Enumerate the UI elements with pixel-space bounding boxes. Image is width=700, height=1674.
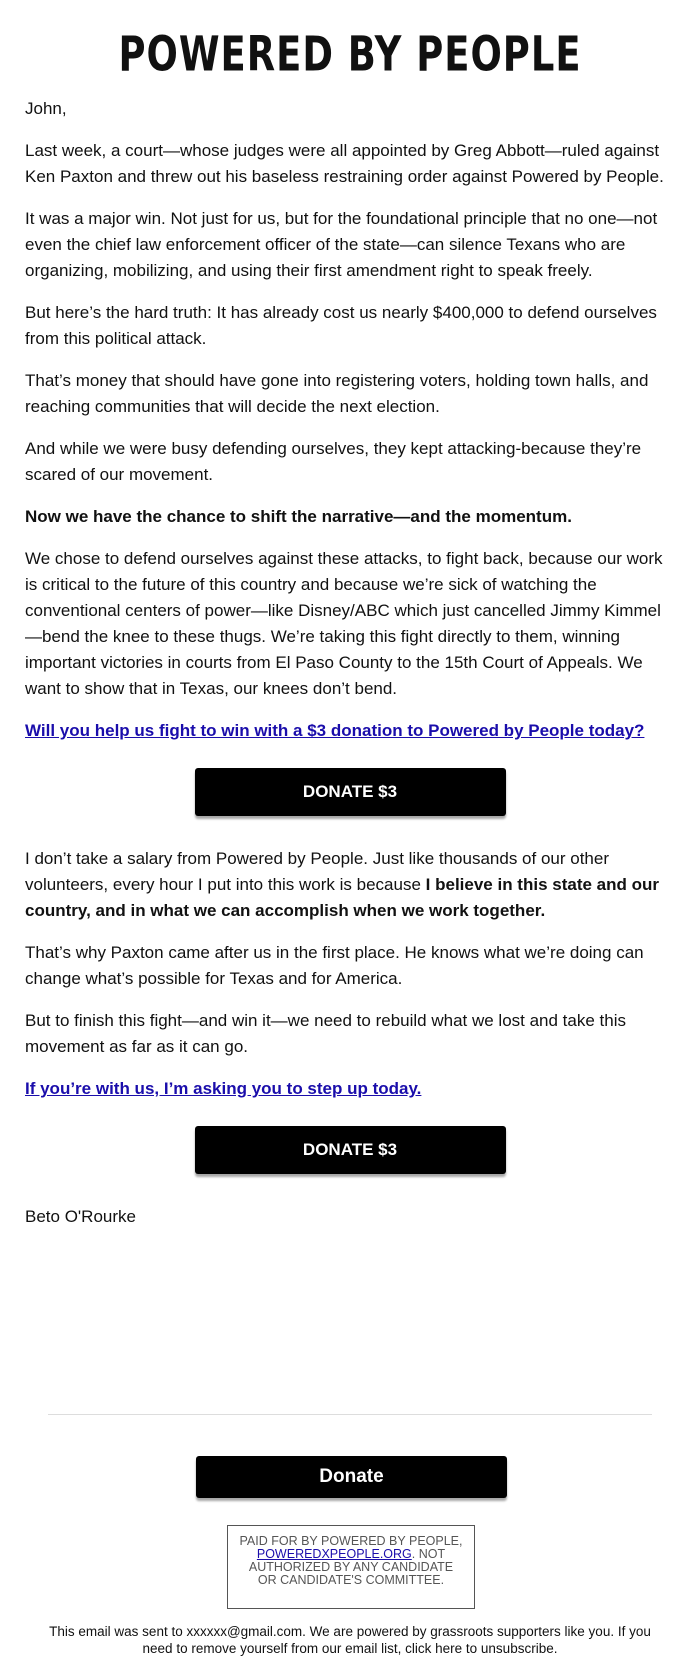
paragraph-court-ruling: Last week, a court—whose judges were all appointed by Greg Abbott—ruled against Ken Paxton and threw out his baseless restraining order against Powered by People. (25, 141, 664, 186)
paragraph-defend: We chose to defend ourselves against these attacks, to fight back, because our work is critical to the future of this country and because we’re sick of watching the conventional centers of power—like Disney/ABC which just cancelled Jimmy Kimmel—bend the knee to these thugs. We’re taking this fight directly to them, winning important victories in courts from El Paso County to the 15th Court of Appeals. We want to show that in Texas, our knees don’t bend. (25, 549, 663, 698)
donate-3-button-2[interactable]: DONATE $3 (195, 1126, 506, 1174)
signature: Beto O'Rourke (25, 1207, 136, 1226)
paragraph-paxton: That’s why Paxton came after us in the first place. He knows what we’re doing can change what’s possible for Texas and for America. (25, 943, 644, 988)
logo-text: POWERED BY PEOPLE (118, 25, 582, 83)
paid-for-prefix: PAID FOR BY POWERED BY PEOPLE, (239, 1534, 463, 1548)
paragraph-major-win: It was a major win. Not just for us, but for the foundational principle that no one—not even the chief law enforcement officer of the state—can silence Texans who are organizing, mobilizing, and using their first amendment right to speak freely. (25, 209, 658, 280)
donate-button-wrap-1 (25, 768, 675, 816)
paragraph-shift-narrative (25, 504, 675, 530)
paragraph-salary (25, 846, 675, 924)
email-body (25, 96, 675, 1246)
paragraph-money: That’s money that should have gone into registering voters, holding town halls, and reaching communities that will decide the next election. (25, 371, 649, 416)
paid-for-suffix: . NOT AUTHORIZED BY ANY CANDIDATE OR CANDIDATE'S COMMITTEE. (248, 1547, 454, 1587)
step-up-link[interactable]: If you’re with us, I’m asking you to step up today. (25, 1079, 422, 1098)
unsubscribe-text[interactable]: This email was sent to xxxxxx@gmail.com. We are powered by grassroots supporters like you. If you need to remove yourself from our email list, click here to unsubscribe. (49, 1624, 651, 1656)
donation-link-3[interactable]: Will you help us fight to win with a $3 donation to Powered by People today? (25, 721, 645, 740)
salary-bold-text: I believe in this state and our country, and in what we can accomplish when we work together. (25, 875, 659, 920)
paragraph-link2 (25, 1076, 675, 1102)
salary-text: I don’t take a salary from Powered by People. Just like thousands of our other volunteers, every hour I put into this work is because (25, 849, 609, 894)
paragraph-finish-fight: But to finish this fight—and win it—we need to rebuild what we lost and take this movement as far as it can go. (25, 1011, 626, 1056)
donate-3-button-1[interactable]: DONATE $3 (195, 768, 506, 816)
donate-button-wrap-2 (25, 1126, 675, 1174)
greeting: John, (25, 99, 67, 118)
footer-donate-button[interactable]: Donate (196, 1456, 507, 1498)
paragraph-attacking: And while we were busy defending ourselves, they kept attacking-because they’re scared of our movement. (25, 439, 642, 484)
paragraph-hard-truth: But here’s the hard truth: It has already cost us nearly $400,000 to defend ourselves from this political attack. (25, 303, 657, 348)
poweredxpeople-link[interactable]: POWEREDXPEOPLE.ORG (256, 1547, 412, 1561)
paragraph-link1 (25, 718, 675, 744)
footer-divider (48, 1414, 652, 1415)
paid-for-disclaimer (227, 1525, 475, 1609)
bold-shift-narrative: Now we have the chance to shift the narrative—and the momentum. (25, 507, 572, 526)
logo (0, 25, 700, 83)
